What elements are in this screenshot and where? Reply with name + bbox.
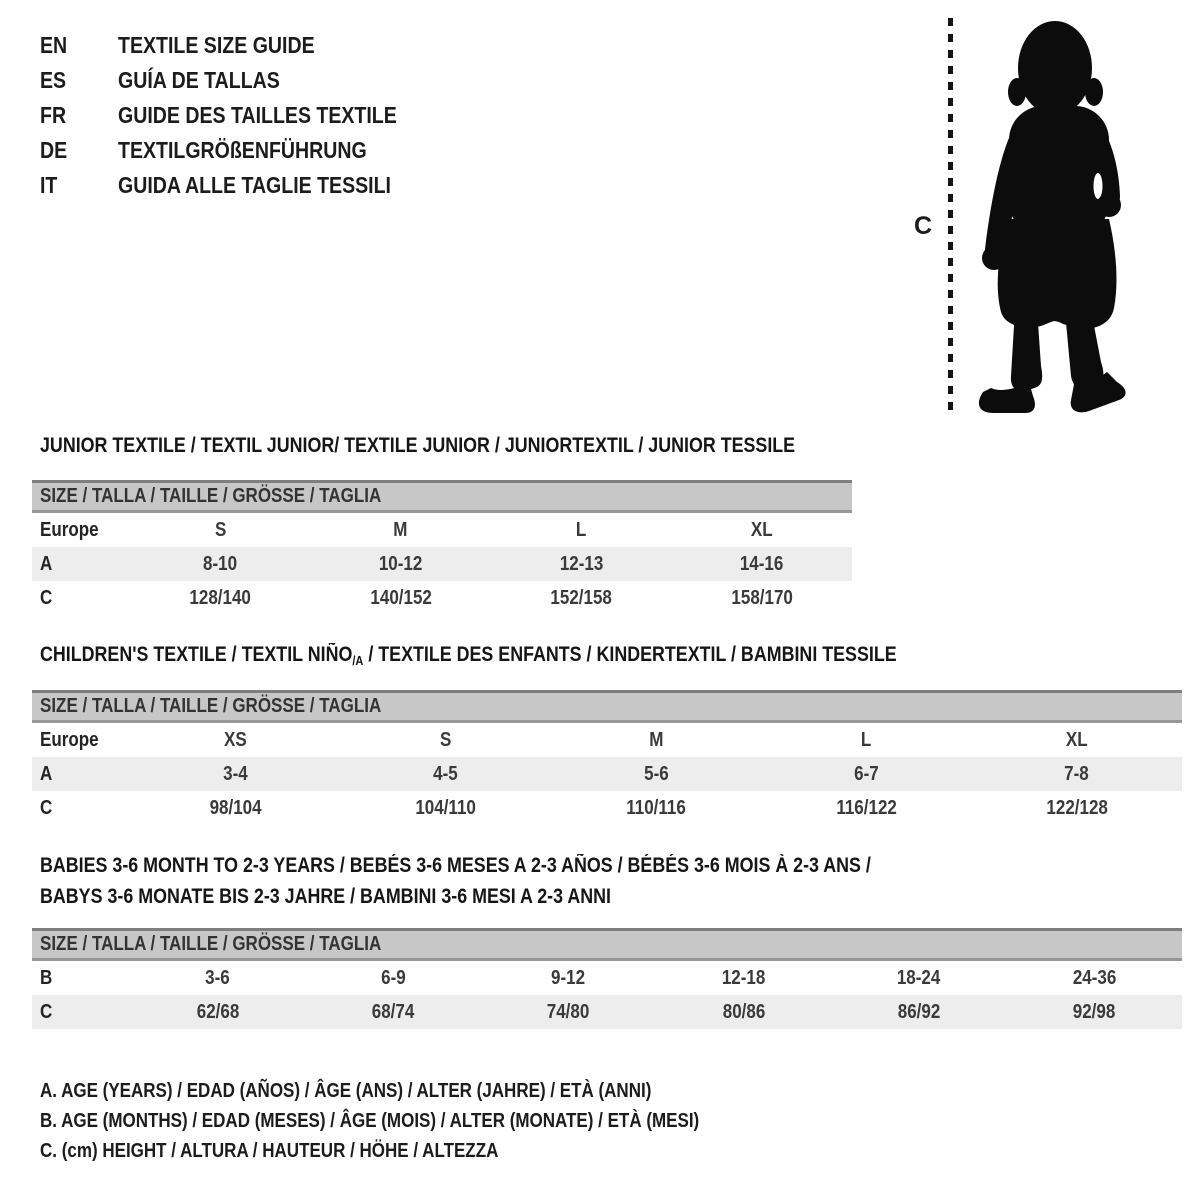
- language-row-fr: [40, 98, 446, 133]
- cell: [130, 995, 305, 1029]
- row-label-text: Europe: [40, 518, 99, 541]
- children-title-subscript: /A: [352, 653, 364, 668]
- cell: [481, 995, 656, 1029]
- legend-text-b: B. AGE (MONTHS) / EDAD (MESES) / ÂGE (MOIS) / ALTER (MONATE) / ETÀ (MESI): [40, 1109, 700, 1132]
- cell: [340, 791, 550, 825]
- row-label-text: C: [40, 796, 53, 819]
- row-label: [32, 723, 130, 757]
- children-title-post: / TEXTILE DES ENFANTS / KINDERTEXTIL / BAMBINI TESSILE: [363, 643, 897, 666]
- cell-value: 10-12: [379, 552, 423, 575]
- language-code-en: EN: [40, 32, 68, 58]
- cell-value: 4-5: [433, 762, 458, 785]
- language-title-es: GUÍA DE TALLAS: [118, 67, 280, 93]
- cell-value: 12-18: [721, 966, 766, 989]
- cell-value: 152/158: [550, 586, 612, 609]
- cell: [491, 547, 672, 581]
- cell: [761, 723, 971, 757]
- legend-text-c: C. (cm) HEIGHT / ALTURA / HAUTEUR / HÖHE / ALTEZZA: [40, 1139, 499, 1162]
- cell: [311, 513, 492, 547]
- cell: [491, 513, 672, 547]
- cell: [1007, 995, 1182, 1029]
- cell-value: L: [861, 728, 872, 751]
- cell: [831, 995, 1006, 1029]
- row-label: [32, 513, 130, 547]
- cell: [551, 791, 761, 825]
- children-table-grid: [32, 723, 1182, 825]
- cell-value: 116/122: [836, 796, 897, 819]
- cell-value: 24-36: [1072, 966, 1117, 989]
- cell: [972, 757, 1182, 791]
- cell-value: 80/86: [722, 1000, 765, 1023]
- cell: [130, 723, 340, 757]
- cell-value: 8-10: [203, 552, 238, 575]
- row-label: [32, 961, 130, 995]
- cell: [305, 961, 480, 995]
- cell-value: 140/152: [370, 586, 432, 609]
- toddler-silhouette-icon: [963, 14, 1138, 419]
- row-label-text: B: [40, 966, 53, 989]
- cell: [831, 961, 1006, 995]
- cell: [491, 581, 672, 615]
- cell-value: 5-6: [643, 762, 669, 785]
- legend-line-b: [40, 1106, 816, 1136]
- cell: [672, 513, 853, 547]
- height-dashed-line: [948, 18, 953, 416]
- language-title-it: GUIDA ALLE TAGLIE TESSILI: [118, 172, 391, 198]
- junior-size-table: [32, 480, 852, 615]
- children-title-pre: CHILDREN'S TEXTILE / TEXTIL NIÑO: [40, 643, 353, 666]
- language-title-de: TEXTILGRÖßENFÜHRUNG: [118, 137, 367, 163]
- legend-line-a: [40, 1076, 816, 1106]
- cell-value: 7-8: [1064, 762, 1090, 785]
- cell: [130, 791, 340, 825]
- row-label-text: A: [40, 552, 53, 575]
- cell: [130, 961, 305, 995]
- language-row-de: [40, 133, 446, 168]
- babies-section-title: [40, 850, 1018, 912]
- cell-value: 98/104: [209, 796, 262, 819]
- row-label-text: C: [40, 586, 53, 609]
- cell-value: M: [648, 728, 664, 751]
- children-section-title-text: [40, 642, 897, 670]
- language-row-es: [40, 63, 446, 98]
- junior-section-title-text: JUNIOR TEXTILE / TEXTIL JUNIOR/ TEXTILE JUNIOR / JUNIORTEXTIL / JUNIOR TESSILE: [40, 434, 796, 457]
- cell-value: 158/170: [731, 586, 793, 609]
- babies-table-grid: [32, 961, 1182, 1029]
- cell: [656, 961, 831, 995]
- cell: [551, 723, 761, 757]
- cell: [972, 791, 1182, 825]
- cell-value: 110/116: [626, 796, 686, 819]
- cell-value: 3-6: [205, 966, 230, 989]
- babies-size-table: [32, 928, 1182, 1029]
- cell-value: S: [439, 728, 452, 751]
- cell-value: S: [214, 518, 226, 541]
- cell: [481, 961, 656, 995]
- cell-value: 128/140: [189, 586, 251, 609]
- cell: [551, 757, 761, 791]
- children-size-header-text: SIZE / TALLA / TAILLE / GRÖSSE / TAGLIA: [40, 695, 382, 717]
- cell: [761, 757, 971, 791]
- cell-value: 92/98: [1073, 1000, 1116, 1023]
- cell: [672, 547, 853, 581]
- cell-value: 9-12: [551, 966, 586, 989]
- row-label: [32, 995, 130, 1029]
- cell-value: 122/128: [1046, 796, 1108, 819]
- cell-value: 62/68: [196, 1000, 239, 1023]
- junior-size-header-text: SIZE / TALLA / TAILLE / GRÖSSE / TAGLIA: [40, 485, 382, 507]
- cell: [340, 723, 550, 757]
- children-size-header-bar: [32, 690, 1182, 723]
- cell-value: 104/110: [415, 796, 476, 819]
- cell: [130, 581, 311, 615]
- cell: [130, 757, 340, 791]
- babies-size-header-text: SIZE / TALLA / TAILLE / GRÖSSE / TAGLIA: [40, 933, 382, 955]
- cell-value: XL: [750, 518, 773, 541]
- cell: [311, 547, 492, 581]
- cell-value: 6-9: [380, 966, 406, 989]
- row-label-text: C: [40, 1000, 53, 1023]
- cell: [1007, 961, 1182, 995]
- babies-title-line2: BABYS 3-6 MONATE BIS 2-3 JAHRE / BAMBINI 3-6 MESI A 2-3 ANNI: [40, 885, 611, 908]
- cell: [761, 791, 971, 825]
- cell-value: 14-16: [740, 552, 784, 575]
- cell-value: 18-24: [897, 966, 941, 989]
- row-label: [32, 791, 130, 825]
- row-label-text: Europe: [40, 728, 99, 751]
- language-code-de: DE: [40, 137, 68, 163]
- legend-line-c: [40, 1136, 816, 1166]
- language-code-fr: FR: [40, 102, 67, 128]
- cell: [672, 581, 853, 615]
- row-label: [32, 547, 130, 581]
- language-list: [40, 28, 446, 203]
- language-code-it: IT: [40, 172, 58, 198]
- cell-value: 68/74: [371, 1000, 415, 1023]
- language-row-en: [40, 28, 446, 63]
- cell-value: 86/92: [897, 1000, 941, 1023]
- cell-value: 12-13: [559, 552, 603, 575]
- height-measure-label: C: [914, 212, 933, 240]
- language-title-en: TEXTILE SIZE GUIDE: [118, 32, 315, 58]
- cell-value: 6-7: [854, 762, 879, 785]
- legend-text-a: A. AGE (YEARS) / EDAD (AÑOS) / ÂGE (ANS) / ALTER (JAHRE) / ETÀ (ANNI): [40, 1079, 652, 1102]
- legend: [40, 1076, 816, 1166]
- cell: [340, 757, 550, 791]
- row-label: [32, 581, 130, 615]
- cell-value: L: [576, 518, 587, 541]
- cell: [656, 995, 831, 1029]
- cell: [130, 547, 311, 581]
- cell-value: XL: [1065, 728, 1088, 751]
- row-label: [32, 757, 130, 791]
- cell-value: XS: [223, 728, 247, 751]
- junior-table-grid: [32, 513, 852, 615]
- language-code-es: ES: [40, 67, 67, 93]
- language-title-fr: GUIDE DES TAILLES TEXTILE: [118, 102, 397, 128]
- children-size-table: [32, 690, 1182, 825]
- cell-value: 3-4: [222, 762, 248, 785]
- cell: [311, 581, 492, 615]
- babies-size-header-bar: [32, 928, 1182, 961]
- babies-title-line1: BABIES 3-6 MONTH TO 2-3 YEARS / BEBÉS 3-6 MESES A 2-3 AÑOS / BÉBÉS 3-6 MOIS À 2-3 ANS /: [40, 854, 871, 877]
- children-section-title: [40, 642, 1048, 670]
- cell: [130, 513, 311, 547]
- language-row-it: [40, 168, 446, 203]
- cell: [972, 723, 1182, 757]
- junior-size-header-bar: [32, 480, 852, 513]
- cell: [305, 995, 480, 1029]
- row-label-text: A: [40, 762, 53, 785]
- junior-section-title: [40, 433, 928, 459]
- cell-value: M: [393, 518, 408, 541]
- cell-value: 74/80: [547, 1000, 590, 1023]
